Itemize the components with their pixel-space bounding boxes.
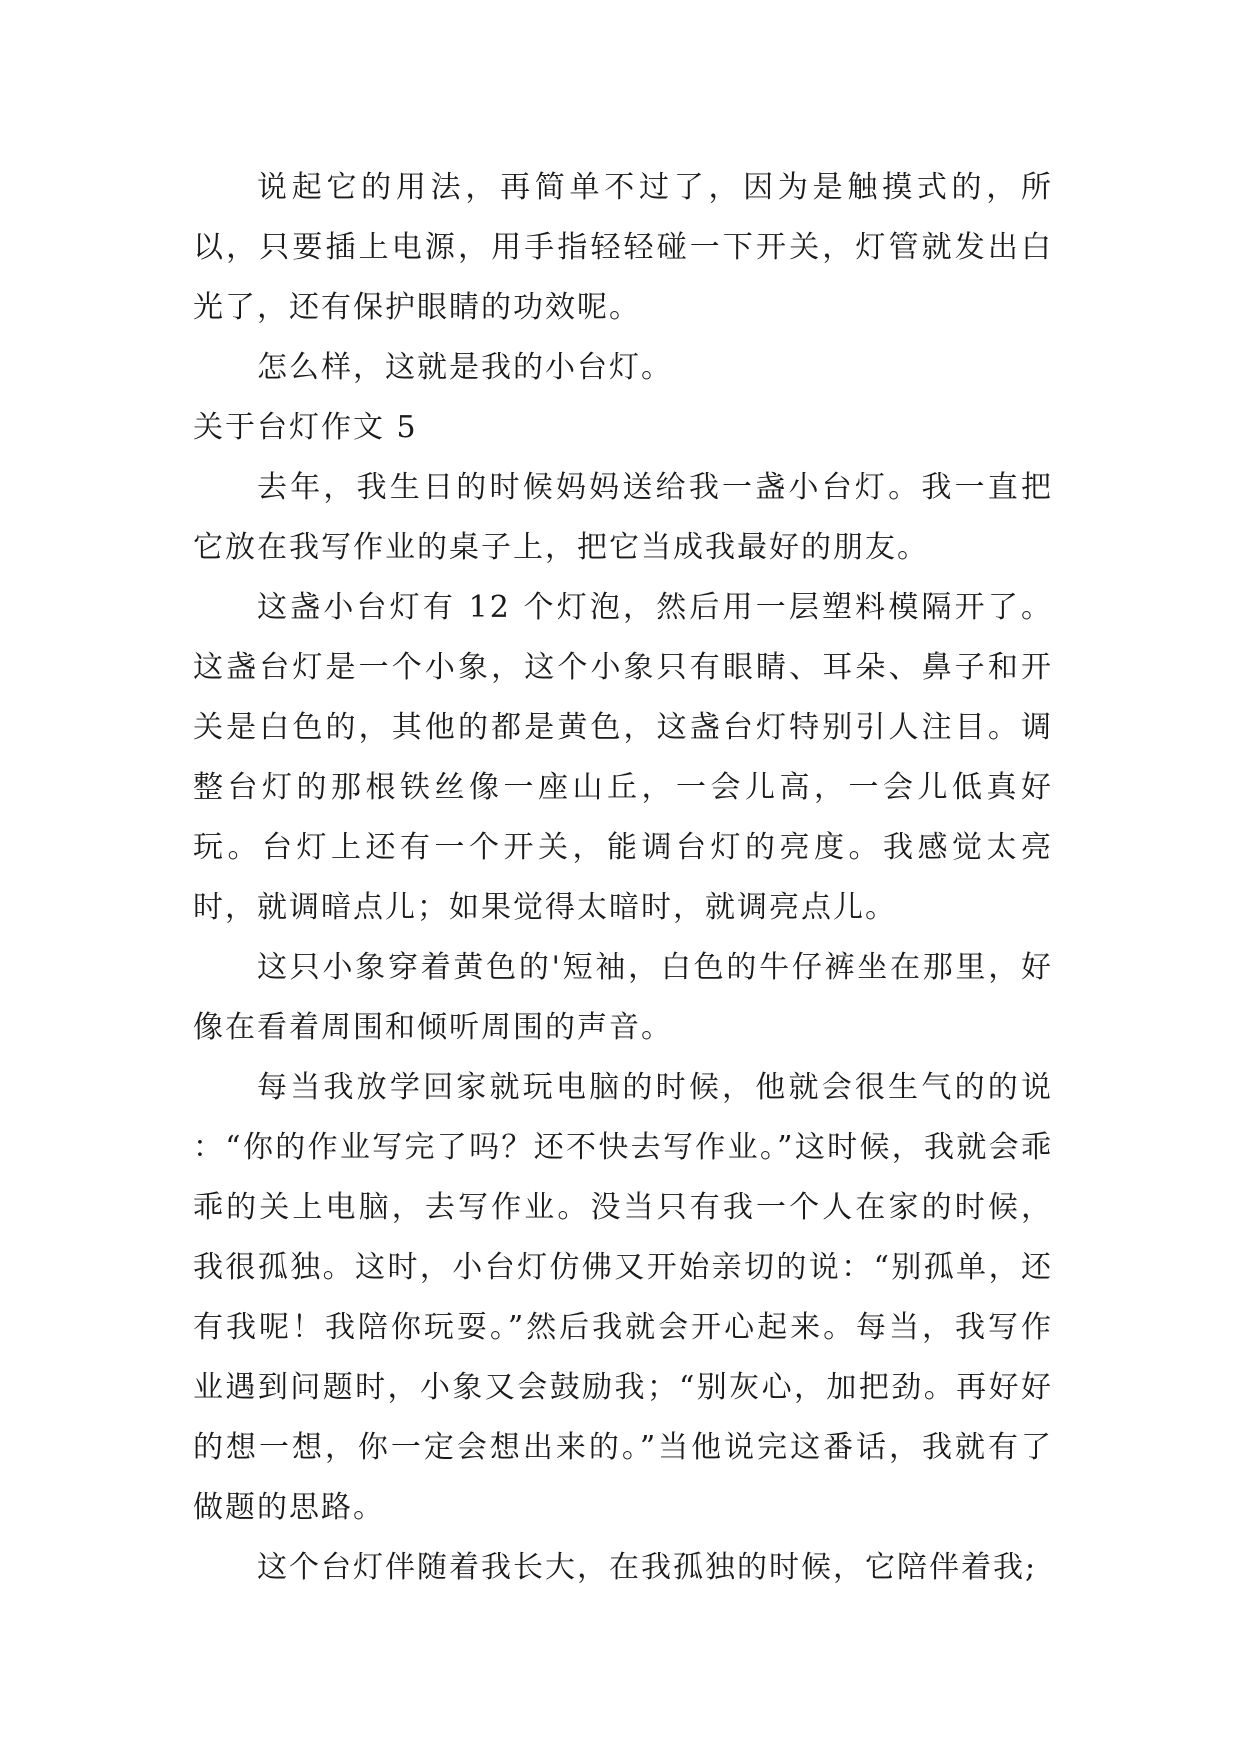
section-heading: 关于台灯作文 5 — [193, 410, 418, 445]
paragraph: 这个台灯伴随着我长大，在我孤独的时候，它陪伴着我; — [257, 1550, 1038, 1585]
paragraph: 去年，我生日的时候妈妈送给我一盏小台灯。我一直把它放在我写作业的桌子上，把它当成我最好的朋友。 — [193, 470, 1053, 565]
paragraph: 每当我放学回家就玩电脑的时候，他就会很生气的的说 ：“你的作业写完了吗？还不快去写作业。”这时候，我就会乖乖的关上电脑，去写作业。没当只有我一个人在家的时候，我很孤独。这时，小台灯仿佛又开始亲切的说：“别孤单，还有我呢！我陪你玩耍。”然后我就会开心起来。每当，我写作业遇到问题时，小象又会鼓励我；“别灰心，加把劲。再好好的想一想，你一定会想出来的。”当他说完这番话，我就有了做题的思路。 — [193, 1070, 1053, 1525]
document-body — [193, 158, 1053, 1598]
paragraph: 这盏小台灯有 12 个灯泡，然后用一层塑料模隔开了。这盏台灯是一个小象，这个小象只有眼睛、耳朵、鼻子和开关是白色的，其他的都是黄色，这盏台灯特别引人注目。调整台灯的那根铁丝像一座山丘，一会儿高，一会儿低真好玩。台灯上还有一个开关，能调台灯的亮度。我感觉太亮时，就调暗点儿；如果觉得太暗时，就调亮点儿。 — [193, 590, 1053, 925]
paragraph: 说起它的用法，再简单不过了，因为是触摸式的，所以，只要插上电源，用手指轻轻碰一下开关，灯管就发出白光了，还有保护眼睛的功效呢。 — [193, 170, 1053, 325]
paragraph: 怎么样，这就是我的小台灯。 — [257, 350, 673, 385]
paragraph: 这只小象穿着黄色的'短袖，白色的牛仔裤坐在那里，好像在看着周围和倾听周围的声音。 — [193, 950, 1053, 1045]
